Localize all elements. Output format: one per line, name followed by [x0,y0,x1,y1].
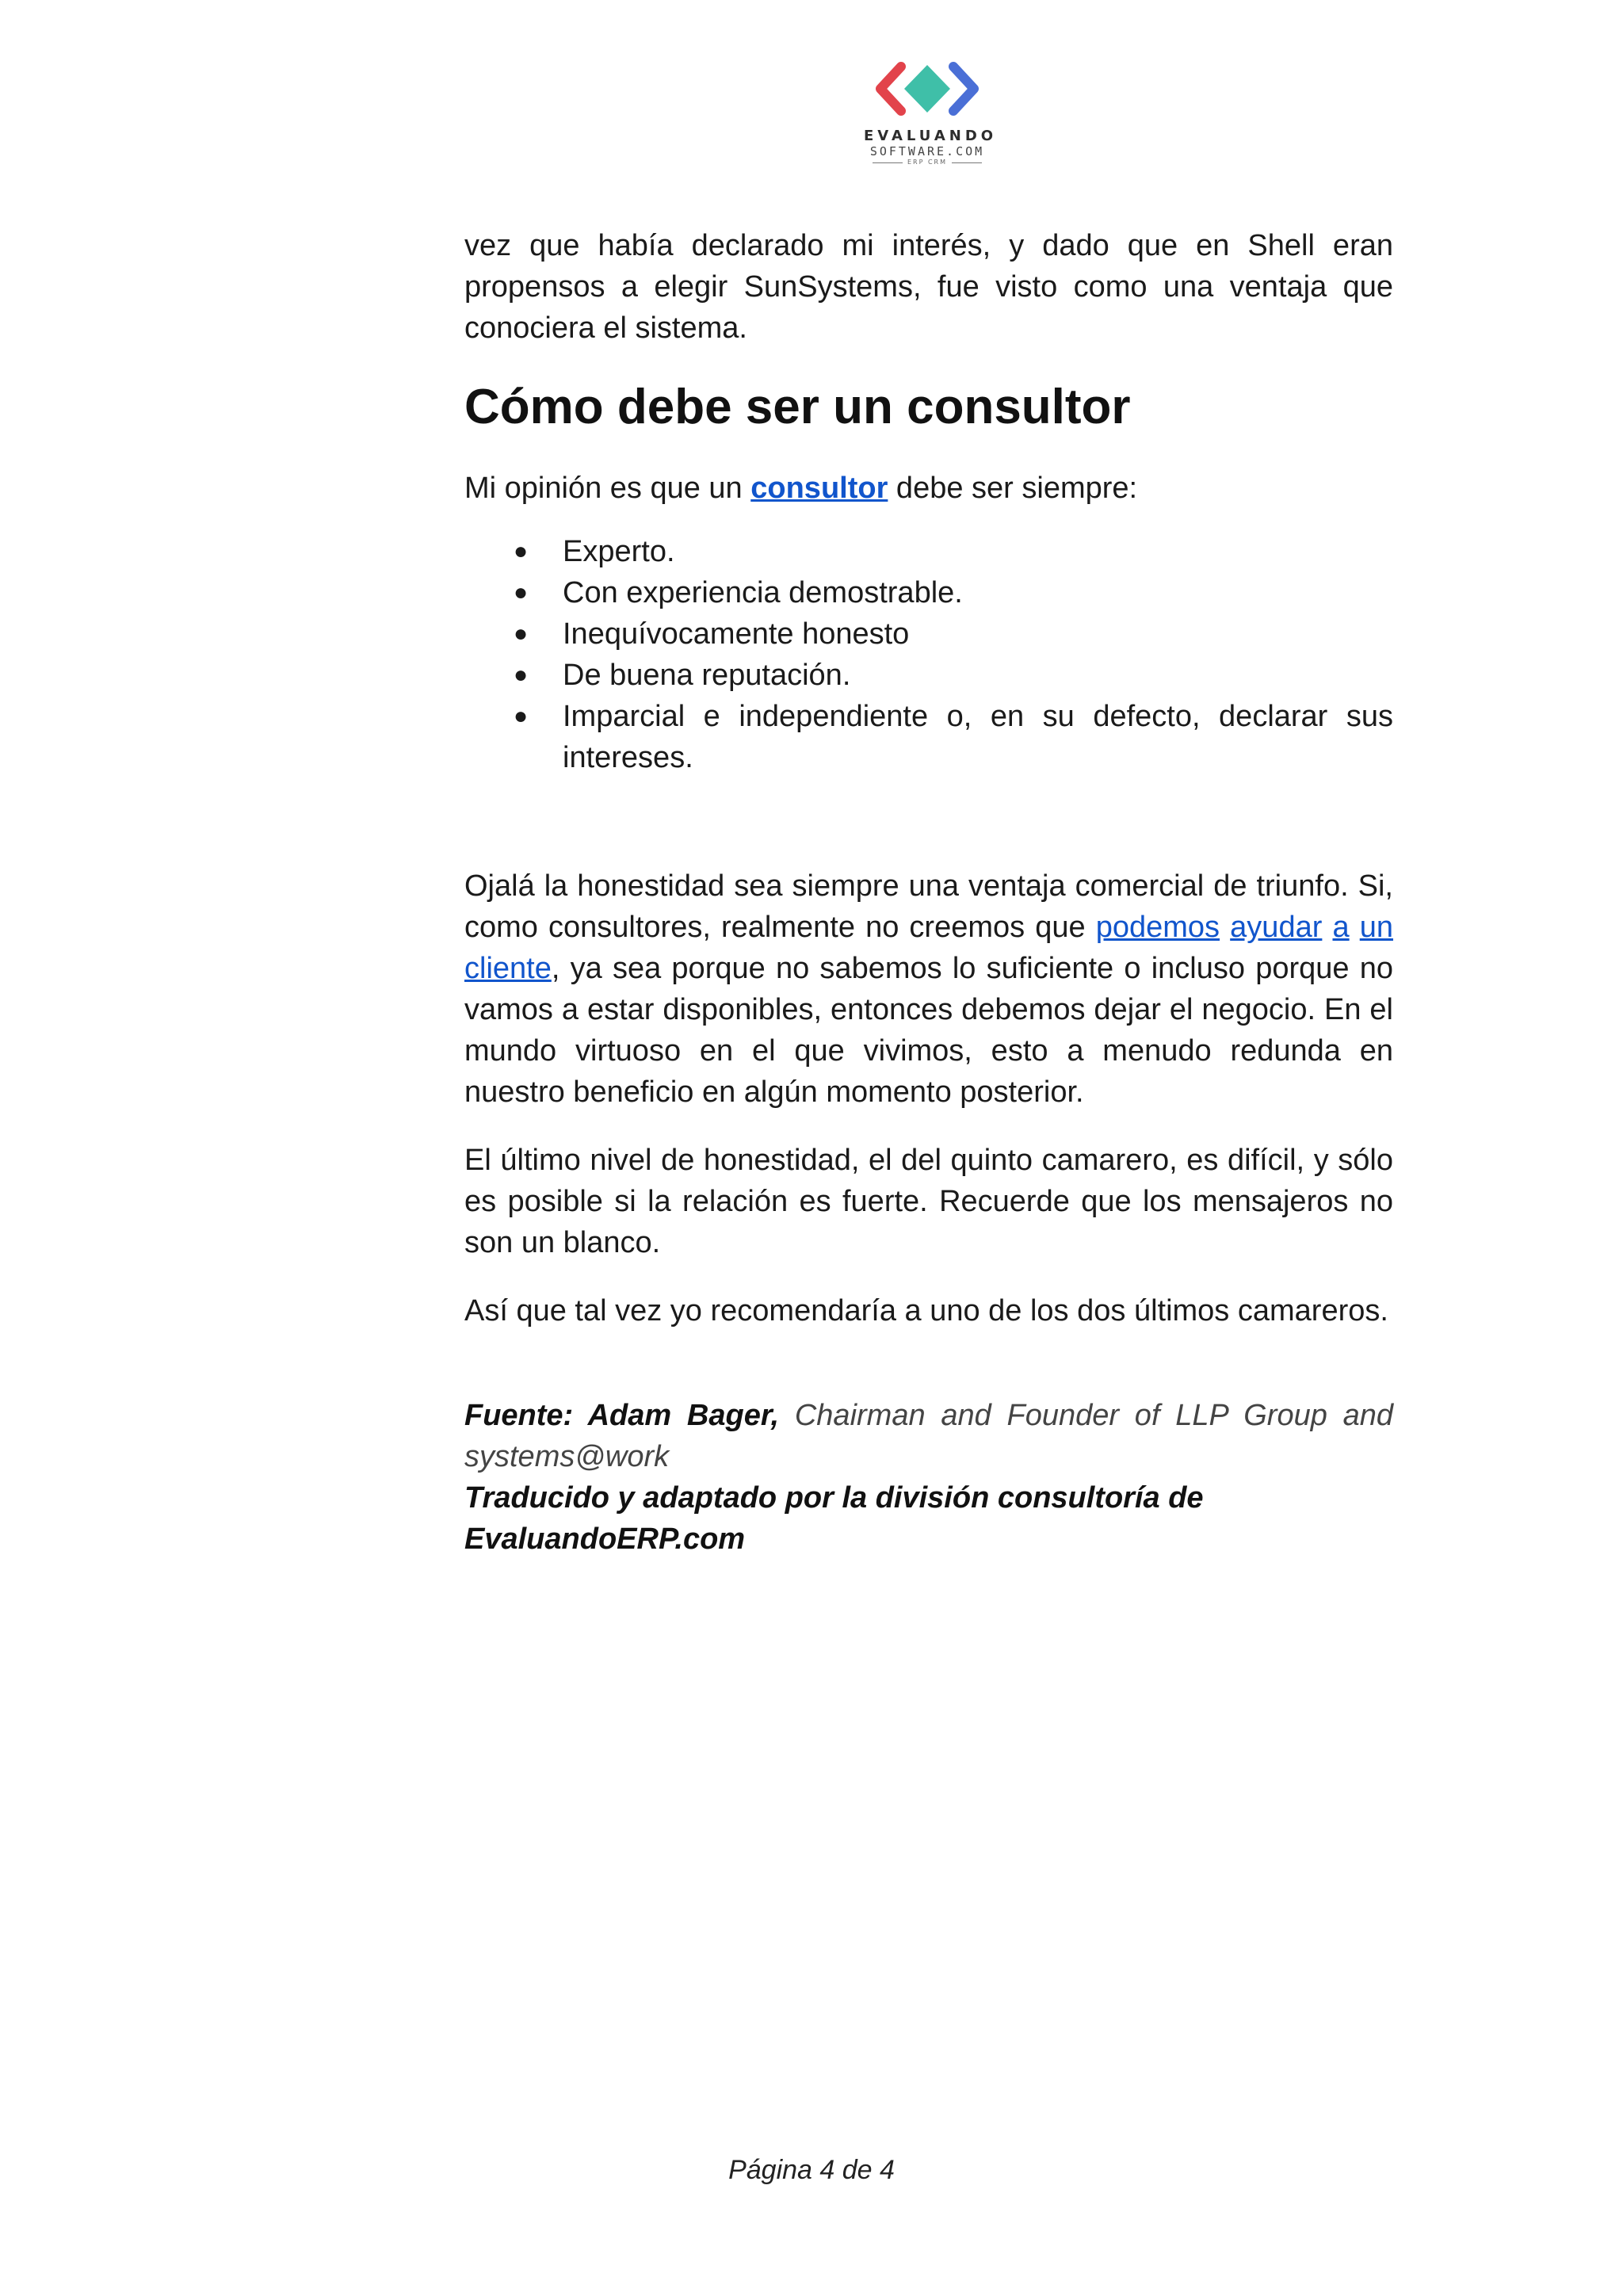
waiter-paragraph: El último nivel de honestidad, el del quinto camarero, es difícil, y sólo es posible si la relación es fuerte. Recuerde que los mensajeros no son un blanco. [464,1144,1393,1259]
source-role: Chairman and Founder of LLP Group and systems@work [464,1399,1394,1473]
logo-tagline [864,159,991,166]
logo-wordmark: EVALUANDO [864,128,998,144]
bullet-icon: ● [514,579,529,606]
list-item-text: Inequívocamente honesto [563,617,910,651]
opinion-text-after: debe ser siempre: [888,472,1138,505]
link-podemos[interactable]: podemos [1095,911,1220,944]
list-item [464,655,1393,696]
link-a[interactable]: a [1332,911,1350,944]
list-item [464,531,1393,572]
bullet-icon: ● [514,621,529,647]
source-comma: , [770,1399,795,1432]
source-label: Fuente: Adam Bager [464,1399,771,1432]
spacer [464,778,1393,865]
list-item-text: Experto. [563,535,675,568]
link-cliente[interactable]: cliente [464,952,552,985]
opinion-paragraph [464,468,1393,509]
logo-domain: SOFTWARE.COM [869,144,985,159]
source-citation [464,1395,1393,1477]
document-body [464,225,1393,1560]
honesty-paragraph [464,865,1393,1113]
translation-credit: Traducido y adaptado por la división consultoría de EvaluandoERP.com [464,1481,1204,1556]
list-item [464,572,1393,613]
bullet-icon: ● [514,662,529,688]
opinion-text-before: Mi opinión es que un [464,472,751,505]
bullet-icon: ● [514,703,529,729]
honesty-text-end: , ya sea porque no sabemos lo suficiente o incluso porque no vamos a estar disponibles, entonces debemos dejar el negocio. En el mundo virtuoso en el que vivimos, esto a menudo redunda en nuestro beneficio en algún momento posterior. [464,952,1393,1109]
logo-tagline-text: ERP CRM [907,159,948,166]
section-heading: Cómo debe ser un consultor [464,380,1131,434]
link-un[interactable]: un [1359,911,1394,944]
consultor-link[interactable]: consultor [750,472,888,505]
honesty-text-start: Ojalá la honestidad sea siempre una ventaja comercial de triunfo. Si, como consultores, realmente no creemos que [464,869,1393,944]
logo-mark-icon [868,57,987,122]
list-item-text: Con experiencia demostrable. [563,576,963,609]
intro-paragraph: vez que había declarado mi interés, y dado que en Shell eran propensos a elegir SunSystems, fue visto como una ventaja que conociera el sistema. [464,229,1393,345]
list-item-text: De buena reputación. [563,659,851,692]
logo-rule-right [952,162,982,163]
logo [864,57,998,176]
link-ayudar[interactable]: ayudar [1230,911,1323,944]
list-item [464,613,1393,655]
list-item-text: Imparcial e independiente o, en su defecto, declarar sus intereses. [563,700,1393,774]
page-number: Página 4 de 4 [728,2155,895,2185]
spacer [464,1331,1393,1395]
bullet-icon: ● [514,538,529,564]
recommendation-paragraph: Así que tal vez yo recomendaría a uno de los dos últimos camareros. [464,1294,1388,1328]
consultant-qualities-list [464,531,1393,778]
logo-rule-left [873,162,903,163]
list-item [464,696,1393,778]
